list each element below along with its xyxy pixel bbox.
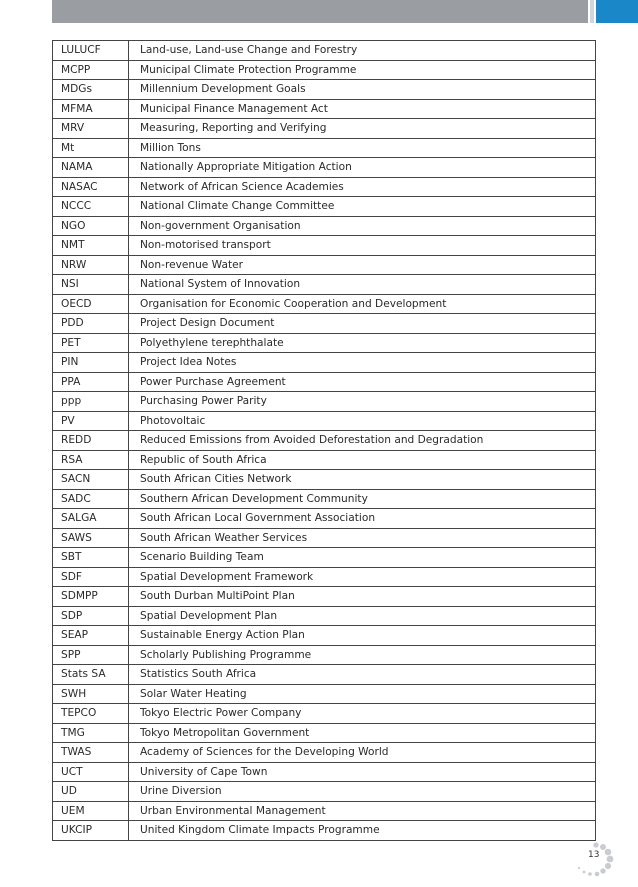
abbreviation-cell: SWH <box>53 684 129 704</box>
definition-cell: Organisation for Economic Cooperation and Development <box>129 294 596 314</box>
table-row <box>53 665 596 685</box>
table-row <box>53 587 596 607</box>
table-row <box>53 450 596 470</box>
definition-cell: Spatial Development Plan <box>129 606 596 626</box>
definition-cell: Tokyo Electric Power Company <box>129 704 596 724</box>
abbreviation-cell: TWAS <box>53 743 129 763</box>
abbreviation-cell: OECD <box>53 294 129 314</box>
definition-cell: South African Local Government Association <box>129 509 596 529</box>
table-row <box>53 236 596 256</box>
definition-cell: Million Tons <box>129 138 596 158</box>
table-row <box>53 743 596 763</box>
page-footer <box>566 840 616 880</box>
header-band <box>52 0 588 23</box>
table-row <box>53 392 596 412</box>
abbreviations-table-container <box>52 40 596 841</box>
table-row <box>53 353 596 373</box>
abbreviation-cell: NSI <box>53 275 129 295</box>
table-row <box>53 606 596 626</box>
definition-cell: United Kingdom Climate Impacts Programme <box>129 821 596 841</box>
table-row <box>53 177 596 197</box>
abbreviation-cell: MRV <box>53 119 129 139</box>
decorative-dot <box>605 849 612 856</box>
abbreviation-cell: NAMA <box>53 158 129 178</box>
abbreviation-cell: SPP <box>53 645 129 665</box>
table-row <box>53 489 596 509</box>
definition-cell: Project Design Document <box>129 314 596 334</box>
decorative-dot <box>588 872 592 876</box>
definition-cell: Non-revenue Water <box>129 255 596 275</box>
abbreviation-cell: SDMPP <box>53 587 129 607</box>
abbreviation-cell: UD <box>53 782 129 802</box>
definition-cell: Reduced Emissions from Avoided Deforestation and Degradation <box>129 431 596 451</box>
decorative-dot <box>593 842 598 847</box>
decorative-dot <box>600 868 605 873</box>
definition-cell: Non-government Organisation <box>129 216 596 236</box>
table-row <box>53 80 596 100</box>
definition-cell: Solar Water Heating <box>129 684 596 704</box>
decorative-dot <box>607 856 614 863</box>
decorative-dot <box>595 872 600 877</box>
decorative-dot <box>578 867 580 869</box>
abbreviation-cell: SADC <box>53 489 129 509</box>
abbreviation-cell: REDD <box>53 431 129 451</box>
table-row <box>53 41 596 61</box>
definition-cell: Photovoltaic <box>129 411 596 431</box>
definition-cell: Urine Diversion <box>129 782 596 802</box>
abbreviation-cell: LULUCF <box>53 41 129 61</box>
definition-cell: Republic of South Africa <box>129 450 596 470</box>
header-accent-stripe <box>590 0 594 23</box>
decorative-dot <box>600 844 606 850</box>
abbreviation-cell: NCCC <box>53 197 129 217</box>
decorative-dot <box>605 863 611 869</box>
definition-cell: Statistics South Africa <box>129 665 596 685</box>
table-row <box>53 684 596 704</box>
table-row <box>53 567 596 587</box>
abbreviation-cell: PPA <box>53 372 129 392</box>
table-row <box>53 431 596 451</box>
definition-cell: Spatial Development Framework <box>129 567 596 587</box>
definition-cell: South Durban MultiPoint Plan <box>129 587 596 607</box>
definition-cell: Scholarly Publishing Programme <box>129 645 596 665</box>
abbreviation-cell: SALGA <box>53 509 129 529</box>
table-row <box>53 119 596 139</box>
abbreviation-cell: SBT <box>53 548 129 568</box>
definition-cell: South African Cities Network <box>129 470 596 490</box>
table-row <box>53 60 596 80</box>
abbreviations-table <box>52 40 596 841</box>
table-row <box>53 704 596 724</box>
table-row <box>53 762 596 782</box>
table-row <box>53 372 596 392</box>
abbreviation-cell: SEAP <box>53 626 129 646</box>
abbreviation-cell: SDP <box>53 606 129 626</box>
table-row <box>53 723 596 743</box>
definition-cell: Sustainable Energy Action Plan <box>129 626 596 646</box>
definition-cell: National System of Innovation <box>129 275 596 295</box>
abbreviation-cell: PET <box>53 333 129 353</box>
definition-cell: Municipal Climate Protection Programme <box>129 60 596 80</box>
table-row <box>53 626 596 646</box>
definition-cell: Project Idea Notes <box>129 353 596 373</box>
table-row <box>53 216 596 236</box>
definition-cell: Power Purchase Agreement <box>129 372 596 392</box>
definition-cell: Scenario Building Team <box>129 548 596 568</box>
definition-cell: Nationally Appropriate Mitigation Action <box>129 158 596 178</box>
page-number: 13 <box>588 850 600 860</box>
abbreviation-cell: Mt <box>53 138 129 158</box>
abbreviation-cell: NGO <box>53 216 129 236</box>
abbreviation-cell: ppp <box>53 392 129 412</box>
definition-cell: Millennium Development Goals <box>129 80 596 100</box>
definition-cell: Measuring, Reporting and Verifying <box>129 119 596 139</box>
abbreviation-cell: SDF <box>53 567 129 587</box>
definition-cell: Land-use, Land-use Change and Forestry <box>129 41 596 61</box>
abbreviation-cell: Stats SA <box>53 665 129 685</box>
abbreviation-cell: RSA <box>53 450 129 470</box>
definition-cell: South African Weather Services <box>129 528 596 548</box>
dotted-circle-icon <box>566 840 616 880</box>
abbreviations-table-body <box>53 41 596 841</box>
table-row <box>53 801 596 821</box>
table-row <box>53 99 596 119</box>
abbreviation-cell: NRW <box>53 255 129 275</box>
table-row <box>53 275 596 295</box>
definition-cell: Network of African Science Academies <box>129 177 596 197</box>
definition-cell: Municipal Finance Management Act <box>129 99 596 119</box>
table-row <box>53 294 596 314</box>
definition-cell: National Climate Change Committee <box>129 197 596 217</box>
abbreviation-cell: PIN <box>53 353 129 373</box>
abbreviation-cell: TMG <box>53 723 129 743</box>
definition-cell: Non-motorised transport <box>129 236 596 256</box>
table-row <box>53 314 596 334</box>
definition-cell: Tokyo Metropolitan Government <box>129 723 596 743</box>
table-row <box>53 197 596 217</box>
abbreviation-cell: TEPCO <box>53 704 129 724</box>
definition-cell: Southern African Development Community <box>129 489 596 509</box>
table-row <box>53 411 596 431</box>
abbreviation-cell: MDGs <box>53 80 129 100</box>
header-accent-block <box>596 0 638 23</box>
definition-cell: Urban Environmental Management <box>129 801 596 821</box>
abbreviation-cell: PDD <box>53 314 129 334</box>
table-row <box>53 509 596 529</box>
abbreviation-cell: UKCIP <box>53 821 129 841</box>
table-row <box>53 782 596 802</box>
abbreviation-cell: UEM <box>53 801 129 821</box>
abbreviation-cell: MCPP <box>53 60 129 80</box>
table-row <box>53 821 596 841</box>
abbreviation-cell: NASAC <box>53 177 129 197</box>
table-row <box>53 158 596 178</box>
table-row <box>53 645 596 665</box>
table-row <box>53 528 596 548</box>
definition-cell: Polyethylene terephthalate <box>129 333 596 353</box>
abbreviation-cell: UCT <box>53 762 129 782</box>
definition-cell: University of Cape Town <box>129 762 596 782</box>
definition-cell: Purchasing Power Parity <box>129 392 596 412</box>
table-row <box>53 470 596 490</box>
decorative-dot <box>583 871 586 874</box>
table-row <box>53 548 596 568</box>
abbreviation-cell: MFMA <box>53 99 129 119</box>
abbreviation-cell: SAWS <box>53 528 129 548</box>
table-row <box>53 333 596 353</box>
table-row <box>53 255 596 275</box>
abbreviation-cell: NMT <box>53 236 129 256</box>
definition-cell: Academy of Sciences for the Developing World <box>129 743 596 763</box>
abbreviation-cell: SACN <box>53 470 129 490</box>
table-row <box>53 138 596 158</box>
abbreviation-cell: PV <box>53 411 129 431</box>
